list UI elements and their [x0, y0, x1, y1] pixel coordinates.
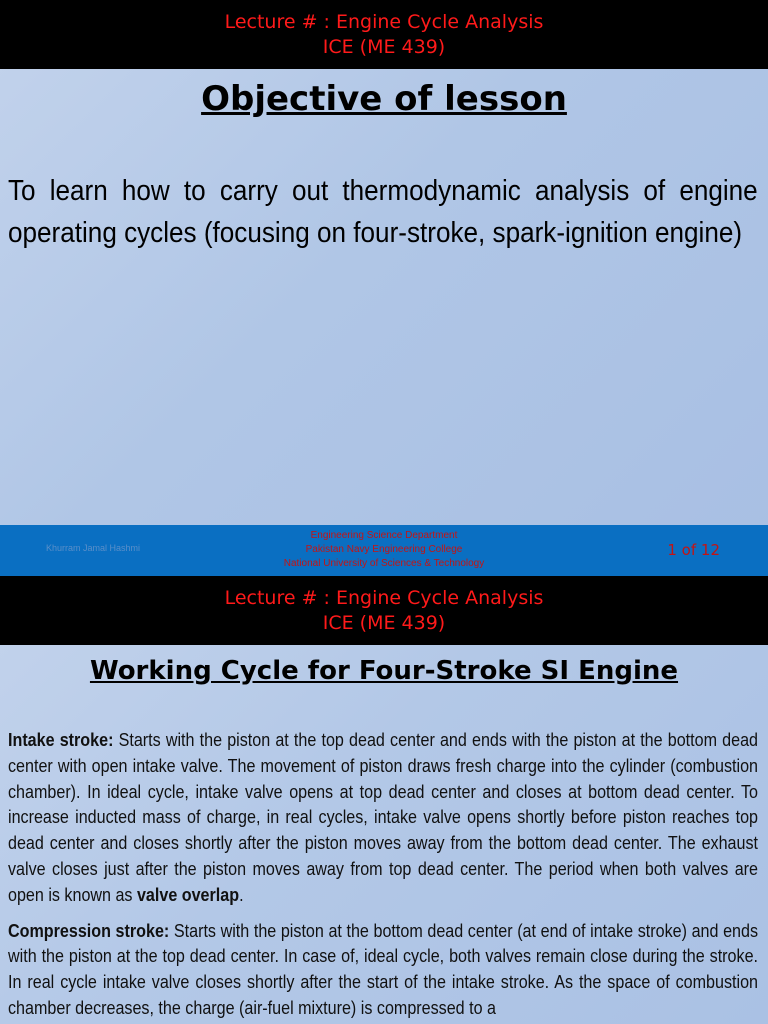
- compression-stroke-paragraph: [8, 919, 758, 1022]
- footer-institution: [230, 529, 538, 571]
- valve-overlap-term: valve overlap: [136, 884, 240, 905]
- slide-title: Objective of lesson: [201, 79, 567, 119]
- lecture-header: [0, 576, 768, 645]
- footer-college: Pakistan Navy Engineering College: [305, 544, 463, 555]
- intake-stroke-text: Starts with the piston at the top dead center and ends with the piston at the bottom dead center with open intake valve. The movement of piston draws fresh charge into the cylinder (combustion chamber). In ideal cycle, intake valve opens at top dead center and closes at bottom dead center. To increase inducted mass of charge, in real cycles, intake valve opens shortly before piston reaches top dead center and closes shortly after the piston moves away from the bottom dead center. The exhaust valve closes just after the piston moves away from top dead center. The period when both valves are open is known as: [8, 730, 759, 905]
- header-line-2: ICE (ME 439): [322, 36, 446, 58]
- slide-2: [0, 576, 768, 1024]
- header-line-1: Lecture # : Engine Cycle Analysis: [224, 587, 544, 609]
- header-line-1: Lecture # : Engine Cycle Analysis: [224, 11, 544, 33]
- objective-text: To learn how to carry out thermodynamic analysis of engine operating cycles (focusing on four-stroke, spark-ignition engine): [8, 175, 758, 249]
- compression-stroke-label: Compression stroke:: [8, 920, 170, 941]
- footer-author: Khurram Jamal Hashmi: [46, 543, 141, 553]
- compression-stroke-text: Starts with the piston at the bottom dead center (at end of intake stroke) and ends with the piston at the top dead center. In case of, ideal cycle, both valves remain close during the stroke. In real cycle intake valve closes shortly after the start of the intake stroke. As the space of combustion chamber decreases, the charge (air-fuel mixture) is compressed to a: [8, 920, 759, 1018]
- slide-title: Working Cycle for Four-Stroke SI Engine: [89, 656, 679, 686]
- footer-university: National University of Sciences & Technology: [283, 558, 485, 569]
- page-number: 1 of 12: [667, 541, 720, 559]
- intake-stroke-label: Intake stroke:: [8, 730, 114, 750]
- intake-stroke-paragraph: [8, 728, 758, 909]
- slide-body: [8, 728, 758, 1024]
- footer-department: Engineering Science Department: [310, 530, 458, 541]
- intake-stroke-end: .: [239, 884, 244, 905]
- slide-footer: [0, 525, 768, 576]
- header-line-2: ICE (ME 439): [322, 612, 446, 634]
- lecture-header: [0, 0, 768, 69]
